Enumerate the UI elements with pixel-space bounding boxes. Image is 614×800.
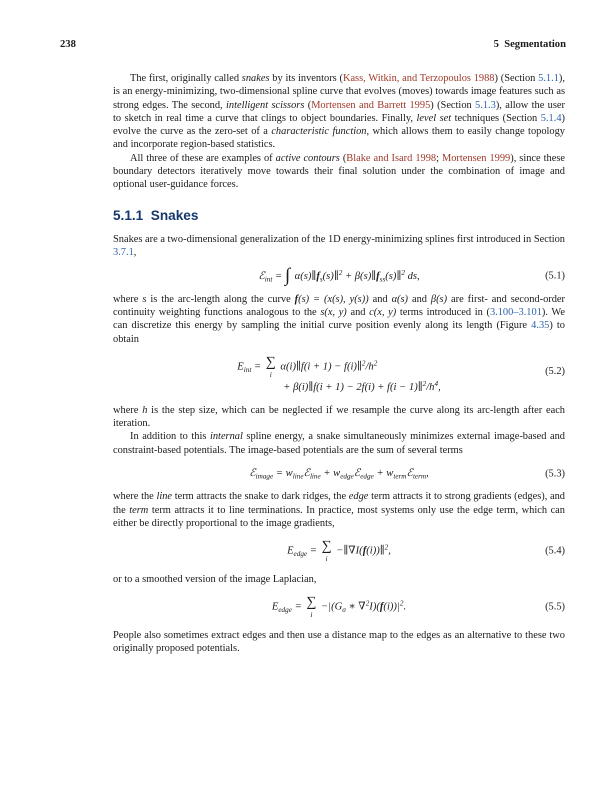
math-token: (i))∥ [366,545,385,557]
text-run: , [133,247,137,259]
text-run: , which allows them to easily change topology and incorporate region-based statistics. [113,126,565,151]
section-ref-link[interactable]: 3.100–3.101 [489,307,542,319]
superscript: 2 [422,379,427,388]
math-token: = [272,270,285,282]
running-title: 5 Segmentation [493,39,566,50]
text-run: s(x, y) [320,307,347,319]
paragraph-line-edge-term [113,490,565,530]
text-run: ) to obtain [113,320,565,345]
paragraph-step-size [113,404,565,431]
superscript: 2 [365,599,370,608]
math-token: = [291,601,305,613]
paragraph-intro-snakes [113,72,565,152]
equation-number: (5.2) [545,366,565,378]
text-run: terms introduced in ( [396,307,490,319]
math-token: α(s)∥ [292,270,317,282]
text-run: ) evolve the curve as the zero-set of a [113,112,565,138]
text-run: ), allow the user to sketch in real time a curve that clings to object boundaries. Finally, [113,99,565,124]
equation-line [237,356,440,379]
text-run: active contours [275,152,340,164]
math-token: , [388,545,391,557]
equation-number: (5.4) [545,545,565,557]
math-token: , [426,468,429,480]
equation-number: (5.5) [545,601,565,613]
text-run: line [156,491,173,503]
math-token: = [307,545,320,557]
text-run: where [113,293,143,305]
math-token: E [237,361,244,373]
running-header [60,39,566,50]
math-token: + β(i)∥f(i + 1) − 2f(i) + f(i − 1)∥ [283,381,423,393]
section-ref-link[interactable]: 5.1.3 [475,99,496,111]
summation-symbol [266,356,276,379]
math-token: ∑ [321,539,332,555]
text-run: or to a smoothed version of the image Laplacian, [113,573,317,585]
math-token: ∗ ∇ [345,601,366,613]
superscript: 2 [361,359,366,368]
math-token: I)( [369,601,380,613]
subscript: σ [342,606,346,615]
text-run: All three of these are examples of [130,152,276,164]
text-run: ; [436,152,442,164]
text-run: where the [113,491,157,503]
superscript: 2 [384,543,389,552]
math-token: (s)∥ [322,270,339,282]
math-token: α(i)∥f(i + 1) − f(i)∥ [277,361,362,373]
section-heading: 5.1.1 Snakes [113,207,199,223]
text-run: ), since these boundary detectors iteratively move towards their final solution under the combination of image and optional user-guidance forces. [113,152,565,191]
citation-link[interactable]: Kass, Witkin, and Terzopoulos 1988 [342,73,495,84]
subscript: int [264,275,273,284]
text-run: edge [348,491,369,503]
subscript: edge [340,472,354,481]
bold-math: f [316,270,320,282]
text-run: where [113,404,143,416]
math-token: = w [273,468,293,480]
subscript: term [393,472,407,481]
summation-symbol [322,540,332,563]
text-run: is the arc-length along the curve [146,293,295,305]
text-run: Snakes are a two-dimensional generalization of the 1D energy-minimizing splines first introduced in Section [113,233,565,245]
text-run: c(x, y) [369,307,397,319]
math-token: + w [320,468,341,480]
math-token: ℰ [406,468,413,480]
citation-link[interactable]: Mortensen and Barrett 1995 [311,99,431,111]
equation-5-5 [113,596,565,619]
text-run: techniques (Section [451,112,541,124]
subscript: line [292,472,304,481]
equation-number: (5.3) [545,468,565,480]
equation-5-3 [113,467,565,480]
superscript: 2 [401,268,405,277]
section-ref-link[interactable]: 3.7.1 [113,247,134,259]
paragraph-distance-map [113,629,565,656]
superscript: 4 [434,379,439,388]
math-token: ℰ [353,468,361,480]
subscript: edge [278,606,292,615]
superscript: 2 [338,268,343,277]
math-token: E [271,601,279,613]
math-token: /h [365,361,374,373]
text-run: α(s) [391,293,408,305]
text-run: characteristic function [271,126,367,138]
equation-number: (5.1) [545,270,565,282]
paragraph-internal-energy [113,430,565,457]
math-token: −|(G [318,601,343,613]
equation-body [249,467,429,480]
bold-math: f [376,270,380,282]
math-token: −∥∇I( [333,545,363,557]
text-run: People also sometimes extract edges and then use a distance map to the edges as an alternative to these two originally proposed potentials. [113,629,565,654]
equation-5-4 [113,540,565,563]
equation-body [287,540,391,563]
text-run: ), is an energy-minimizing, two-dimensional spline curve that evolves (moves) towards image features such as strong edges. The second, [113,73,565,111]
subscript: image [255,472,274,481]
math-token: = [251,361,264,373]
text-run: ). We can discretize this energy by sampling the initial curve position evenly along its length (Figure [113,307,566,332]
math-token: ℰ [258,270,265,282]
text-run: f [294,293,299,305]
text-run: internal [209,431,243,443]
math-token: i [325,554,328,564]
text-run: ) (Section [430,99,476,111]
text-run: term attracts it to strong gradients (edges), and the [113,491,565,516]
subscript: ss [379,275,386,284]
equation-body [237,356,440,394]
text-run: s [142,293,147,305]
text-run: In addition to this [130,431,210,443]
equation-line [237,381,440,394]
math-token: (i))| [383,601,400,613]
text-run: The first, originally called [130,73,242,84]
superscript: 2 [399,599,404,608]
subscript: line [309,472,321,481]
subscript: edge [360,472,374,481]
math-token: ∑ [265,355,276,371]
text-run: and [346,307,370,319]
subscript: int [243,366,252,375]
paragraph-arc-length [113,293,565,346]
section-ref-link[interactable]: 4.35 [531,320,550,332]
text-run: ) (Section [494,73,539,84]
subscript: term [412,472,427,481]
bold-math: f [379,601,384,613]
math-token: /h [426,381,435,393]
paragraph-active-contours [113,152,565,192]
text-run: and [368,293,392,305]
text-run: term [129,504,149,516]
text-run: are first- and second-order continuity weighting functions analogous to the [113,293,566,319]
summation-symbol [306,596,316,619]
math-token: + w [373,468,394,480]
text-run: level set [416,112,452,124]
text-run: term attracts it to line terminations. In practice, most systems only use the edge term, which can either be directly proportional to the image gradients, [113,504,565,529]
math-token: ∑ [306,595,317,611]
text-run: by its inventors ( [269,73,343,84]
math-token: ds, [404,270,420,282]
paragraph-laplacian [113,573,565,586]
math-token: ℰ [249,468,256,480]
text-run: spline energy, a snake simultaneously minimizes external image-based and constraint-based potentials. The image-based potentials are the sum of several terms [113,431,565,456]
text-column [113,72,565,655]
equation-5-1 [113,265,565,287]
subscript: edge [293,550,308,559]
text-run: ( [304,99,312,111]
math-token: i [269,370,272,380]
text-run: ( [339,152,347,164]
text-run: is the step size, which can be neglected if we resample the curve along its arc-length after each iteration. [113,404,565,430]
citation-link[interactable]: Mortensen 1999 [442,152,511,164]
text-run: β(s) [430,293,448,305]
math-token: (s)∥ [385,270,402,282]
superscript: 2 [373,359,378,368]
text-run: intelligent scissors [226,99,305,111]
text-run: (s) = (x(s), y(s)) [298,293,369,305]
text-run: term attracts the snake to dark ridges, the [172,491,349,503]
math-token: E [287,545,294,557]
math-token: , [438,381,441,393]
page-number: 238 [60,39,76,50]
section-ref-link[interactable]: 5.1.4 [540,112,562,124]
equation-5-2 [113,356,565,394]
section-ref-link[interactable]: 5.1.1 [538,73,559,84]
bold-math: f [362,545,367,557]
integral-symbol: ∫ [284,265,291,287]
citation-link[interactable]: Blake and Isard 1998 [346,152,437,164]
math-token: . [403,601,407,613]
text-run: and [408,293,431,305]
subscript: s [319,275,323,284]
paragraph-snakes-definition [113,233,565,260]
math-token: ℰ [303,468,310,480]
equation-body [258,265,420,287]
math-token: + β(s)∥ [342,270,377,282]
text-run: h [142,404,148,416]
text-run: snakes [241,73,270,84]
math-token: i [310,610,313,620]
equation-body [272,596,406,619]
